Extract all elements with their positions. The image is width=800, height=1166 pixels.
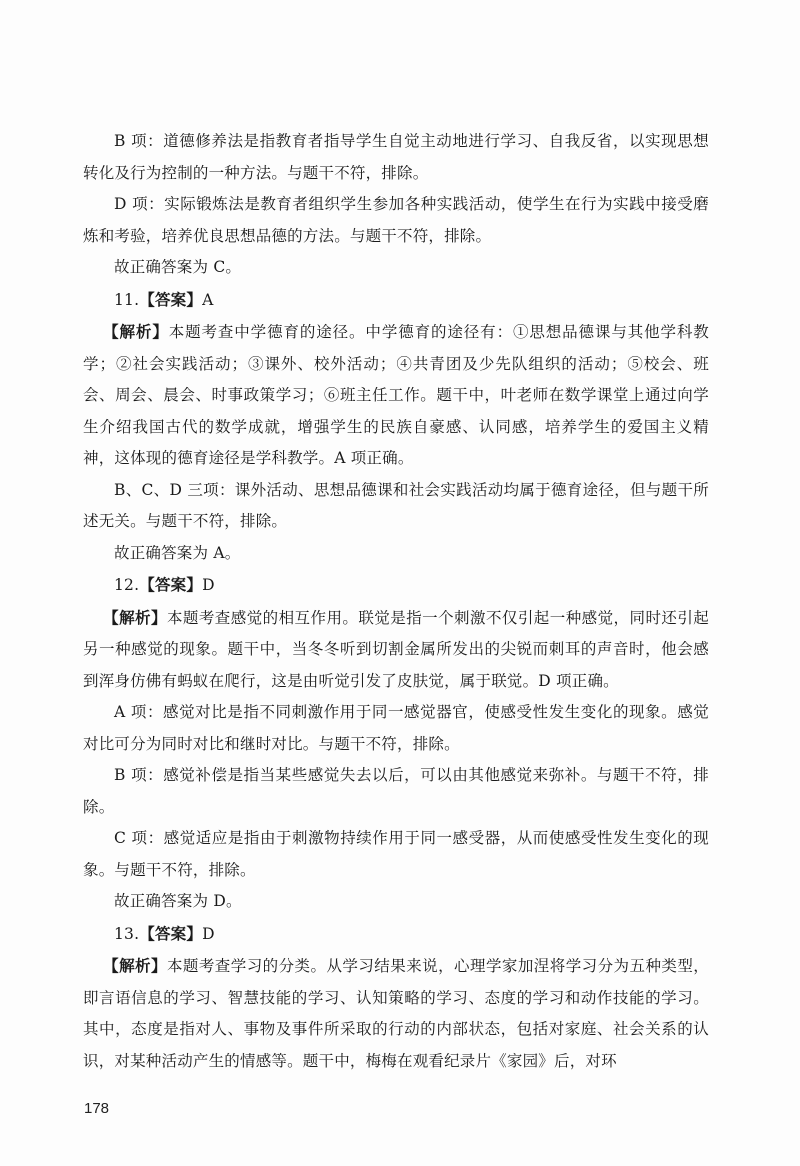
- answer-label: 【答案】: [139, 923, 203, 943]
- paragraph-option-b: [83, 760, 709, 823]
- analysis-13: [83, 950, 709, 1077]
- page-body: [83, 126, 709, 1077]
- analysis-text: 本题考查中学德育的途径。中学德育的途径有：①思想品德课与其他学科教学；②社会实践活动；③课外、校外活动；④共青团及少先队组织的活动；⑤校会、班会、周会、晨会、时事政策学习；⑥班主任工作。题干中，叶老师在数学课堂上通过向学生介绍我国古代的数学成就，增强学生的民族自豪感、认同感，培养学生的爱国主义精神，这体现的德育途径是学科教学。A 项正确。: [83, 323, 709, 467]
- page-number: 178: [84, 1100, 110, 1117]
- paragraph-conclusion: [83, 886, 709, 918]
- analysis-11: [83, 316, 709, 475]
- analysis-label: 【解析】: [103, 322, 169, 341]
- paragraph-text: 故正确答案为 C。: [114, 258, 242, 276]
- paragraph-option-bcd: [83, 475, 709, 538]
- paragraph-conclusion: [83, 252, 709, 284]
- analysis-text: 本题考查学习的分类。从学习结果来说，心理学家加涅将学习分为五种类型，即言语信息的学习、智慧技能的学习、认知策略的学习、态度的学习和动作技能的学习。其中，态度是指对人、事物及事件所采取的行动的内部状态，包括对家庭、社会关系的认识，对某种活动产生的情感等。题干中，梅梅在观看纪录片《家园》后，对环: [83, 957, 709, 1070]
- analysis-label: 【解析】: [103, 607, 167, 627]
- answer-label: 【答案】: [139, 575, 203, 594]
- analysis-label: 【解析】: [103, 956, 167, 975]
- paragraph-text: 故正确答案为 A。: [114, 543, 241, 562]
- paragraph-text: B、C、D 三项：课外活动、思想品德课和社会实践活动均属于德育途径，但与题干所述无关。与题干不符，排除。: [83, 480, 709, 530]
- paragraph-option-c: [83, 823, 709, 886]
- question-number: 13.: [114, 924, 140, 943]
- paragraph-option-b: [83, 126, 709, 189]
- paragraph-option-d: [83, 189, 709, 252]
- answer-label: 【答案】: [139, 289, 203, 309]
- paragraph-text: C 项：感觉适应是指由于刺激物持续作用于同一感受器，从而使感受性发生变化的现象。与题干不符，排除。: [83, 829, 709, 879]
- answer-line-11: [83, 284, 709, 317]
- paragraph-text: A 项：感觉对比是指不同刺激作用于同一感觉器官，使感受性发生变化的现象。感觉对比可分为同时对比和继时对比。与题干不符，排除。: [83, 703, 709, 753]
- analysis-12: [83, 602, 709, 698]
- question-number: 12.: [114, 576, 140, 594]
- question-number: 11.: [114, 290, 140, 309]
- paragraph-text: B 项：道德修养法是指教育者指导学生自觉主动地进行学习、自我反省，以实现思想转化及行为控制的一种方法。与题干不符，排除。: [83, 132, 709, 182]
- answer-line-12: [83, 569, 709, 602]
- paragraph-option-a: [83, 697, 709, 760]
- analysis-text: 本题考查感觉的相互作用。联觉是指一个刺激不仅引起一种感觉，同时还引起另一种感觉的现象。题干中，当冬冬听到切割金属所发出的尖锐而刺耳的声音时，他会感到浑身仿佛有蚂蚁在爬行，这是由听觉引发了皮肤觉，属于联觉。D 项正确。: [83, 608, 709, 690]
- paragraph-text: 故正确答案为 D。: [114, 892, 242, 910]
- paragraph-text: B 项：感觉补偿是指当某些感觉失去以后，可以由其他感觉来弥补。与题干不符，排除。: [83, 766, 709, 816]
- answer-value: A: [202, 290, 214, 309]
- answer-value: D: [202, 924, 215, 943]
- answer-line-13: [83, 918, 709, 951]
- paragraph-text: D 项：实际锻炼法是教育者组织学生参加各种实践活动，使学生在行为实践中接受磨炼和考验，培养优良思想品德的方法。与题干不符，排除。: [83, 195, 709, 245]
- paragraph-conclusion: [83, 538, 709, 570]
- answer-value: D: [202, 576, 215, 594]
